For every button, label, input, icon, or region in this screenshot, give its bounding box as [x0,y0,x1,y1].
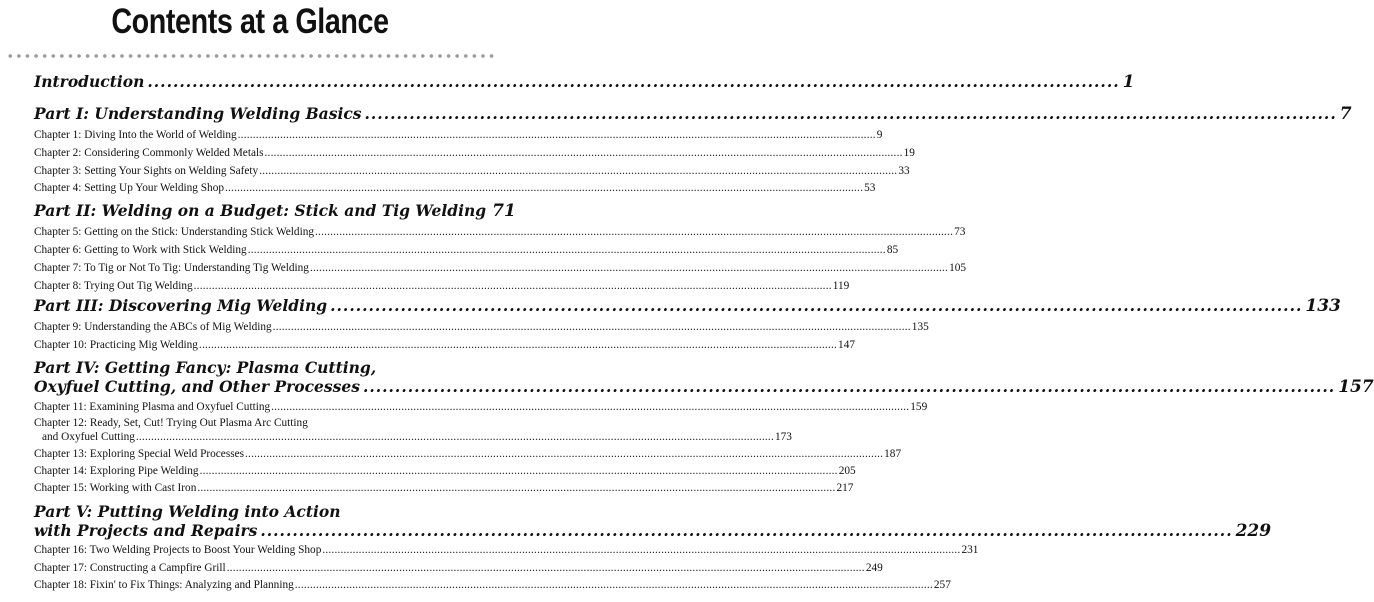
leader-dots [147,72,1119,91]
toc-chapter-6[interactable] [34,243,899,257]
page-title: Contents at a Glance [111,2,389,41]
chapter-page: 159 [910,401,928,413]
leader-dots [199,338,837,352]
toc-chapter-2[interactable] [34,146,915,160]
chapter-page: 205 [838,465,856,477]
chapter-page: 135 [911,321,929,333]
chapter-page: 231 [961,544,979,556]
leader-dots [245,447,883,461]
toc-chapter-12[interactable] [34,416,792,444]
part-page: 133 [1305,296,1341,316]
chapter-title: Chapter 12: Ready, Set, Cut! Trying Out Plasma Arc Cutting [34,417,308,429]
chapter-title: Chapter 15: Working with Cast Iron [34,482,197,494]
toc-part-4[interactable] [34,358,1374,397]
toc-part-2[interactable] [34,201,516,221]
toc-chapter-16[interactable] [34,543,979,557]
toc-part-1[interactable] [34,104,1352,124]
leader-dots [197,481,835,495]
introduction-page: 1 [1122,72,1135,92]
leader-dots [265,146,903,160]
chapter-page: 19 [903,147,915,159]
leader-dots [225,181,863,195]
leader-dots [315,225,953,239]
leader-dots [295,578,933,592]
chapter-title: Chapter 10: Practicing Mig Welding [34,339,198,351]
leader-dots [136,430,774,444]
leader-dots [271,400,909,414]
part-title: Part I: Understanding Welding Basics [34,104,362,123]
chapter-title: Chapter 8: Trying Out Tig Welding [34,280,193,292]
chapter-title: Chapter 2: Considering Commonly Welded Metals [34,147,264,159]
leader-dots [194,279,832,293]
part-title-line2: with Projects and Repairs [34,521,258,540]
chapter-title: Chapter 9: Understanding the ABCs of Mig Welding [34,321,272,333]
toc-chapter-14[interactable] [34,464,856,478]
toc-chapter-15[interactable] [34,481,854,495]
toc-chapter-1[interactable] [34,128,883,142]
leader-dots [363,377,1335,396]
toc-chapter-10[interactable] [34,338,855,352]
leader-dots [238,128,876,142]
leader-dots [365,104,1337,123]
chapter-title: Chapter 3: Setting Your Sights on Welding Safety [34,165,259,177]
chapter-title: Chapter 1: Diving Into the World of Welding [34,129,237,141]
dotted-divider [6,53,494,59]
chapter-page: 105 [949,262,967,274]
part-title: Part IV: Getting Fancy: Plasma Cutting, [34,358,377,377]
chapter-title: Chapter 11: Examining Plasma and Oxyfuel Cutting [34,401,271,413]
toc-chapter-9[interactable] [34,320,929,334]
part-page: 157 [1338,377,1374,397]
leader-dots [227,561,865,575]
chapter-page: 257 [933,579,951,591]
leader-dots [322,543,960,557]
toc-part-3[interactable] [34,296,1341,316]
part-page: 7 [1339,104,1352,124]
part-page: 71 [492,201,516,221]
chapter-page: 187 [884,448,902,460]
toc-chapter-3[interactable] [34,164,910,178]
leader-dots [260,521,1232,540]
leader-dots [330,296,1302,315]
introduction-label: Introduction [34,72,145,91]
chapter-page: 147 [838,339,855,351]
part-title: Part V: Putting Welding into Action [34,502,341,521]
chapter-title: Chapter 6: Getting to Work with Stick Welding [34,244,247,256]
part-page: 229 [1235,521,1272,541]
leader-dots [310,261,948,275]
chapter-page: 9 [876,129,883,141]
chapter-title-line2: and Oxyfuel Cutting [42,431,135,443]
toc-chapter-4[interactable] [34,181,876,195]
chapter-title: Chapter 7: To Tig or Not To Tig: Understanding Tig Welding [34,262,309,274]
chapter-page: 85 [886,244,899,256]
chapter-page: 73 [954,226,966,238]
chapter-title: Chapter 16: Two Welding Projects to Boost Your Welding Shop [34,544,322,556]
part-title: Part II: Welding on a Budget: Stick and Tig Welding [34,201,487,220]
chapter-page: 249 [865,562,883,574]
chapter-page: 53 [864,182,876,194]
toc-chapter-8[interactable] [34,279,850,293]
part-title-line2: Oxyfuel Cutting, and Other Processes [34,377,360,396]
leader-dots [248,243,886,257]
toc-part-5[interactable] [34,502,1272,541]
leader-dots [200,464,838,478]
chapter-title: Chapter 13: Exploring Special Weld Processes [34,448,245,460]
toc-chapter-7[interactable] [34,261,967,275]
chapter-title: Chapter 14: Exploring Pipe Welding [34,465,199,477]
toc-chapter-13[interactable] [34,447,902,461]
chapter-title: Chapter 18: Fixin' to Fix Things: Analyzing and Planning [34,579,294,591]
chapter-page: 173 [775,431,792,443]
toc-chapter-17[interactable] [34,561,883,575]
chapter-page: 217 [836,482,854,494]
chapter-page: 119 [832,280,850,292]
leader-dots [259,164,897,178]
chapter-title: Chapter 4: Setting Up Your Welding Shop [34,182,224,194]
leader-dots [273,320,911,334]
chapter-title: Chapter 17: Constructing a Campfire Grill [34,562,226,574]
toc-chapter-18[interactable] [34,578,951,592]
chapter-title: Chapter 5: Getting on the Stick: Understanding Stick Welding [34,226,315,238]
toc-chapter-11[interactable] [34,400,928,414]
part-title: Part III: Discovering Mig Welding [34,296,328,315]
chapter-page: 33 [898,165,910,177]
toc-introduction[interactable] [34,72,1135,92]
toc-chapter-5[interactable] [34,225,966,239]
